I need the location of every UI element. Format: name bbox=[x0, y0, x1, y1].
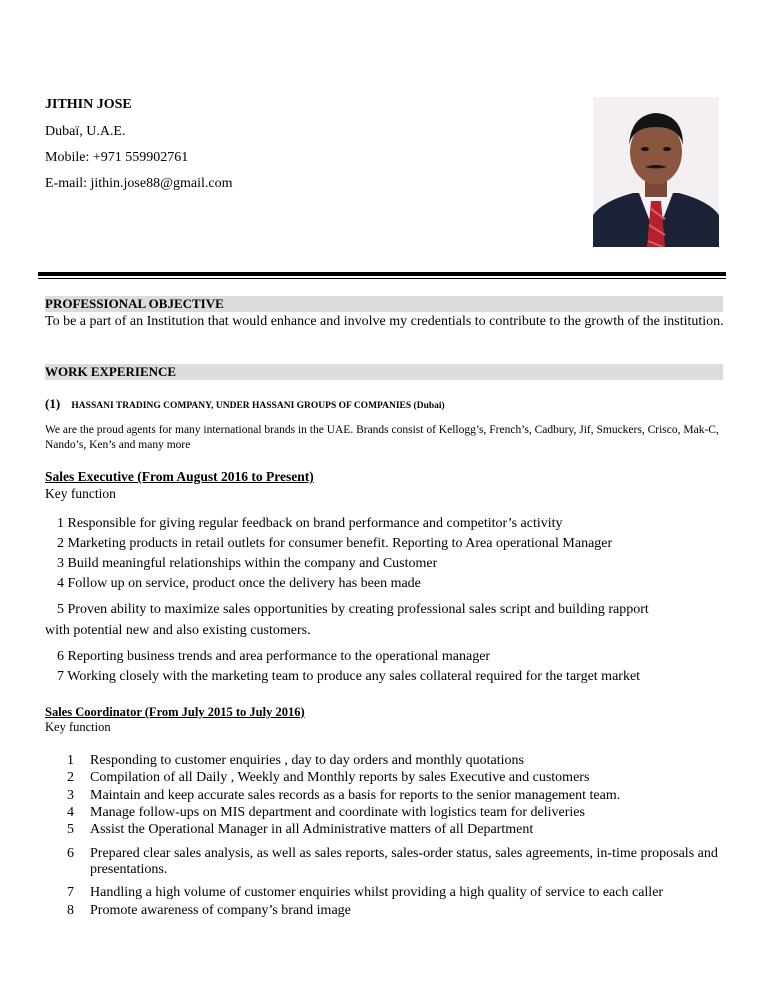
list-text: Assist the Operational Manager in all Administrative matters of all Department bbox=[90, 822, 534, 837]
objective-text: To be a part of an Institution that would enhance and involve my credentials to contribute to the growth of the institution. bbox=[45, 314, 724, 329]
role1-item: 2 Marketing products in retail outlets for consumer benefit. Reporting to Area operational Manager bbox=[57, 536, 613, 551]
company-description: We are the proud agents for many international brands in the UAE. Brands consist of Kellogg’s, French’s, Cadbury, Jif, Smuckers, Crisco, Mak-C, Nando’s, Ken’s and many more bbox=[45, 424, 719, 451]
list-number: 4 bbox=[67, 805, 74, 820]
list-text: Promote awareness of company’s brand image bbox=[90, 903, 351, 918]
role1-item: 4 Follow up on service, product once the delivery has been made bbox=[57, 576, 421, 591]
header-divider-thin bbox=[38, 278, 726, 279]
role1-item: 6 Reporting business trends and area performance to the operational manager bbox=[57, 649, 491, 664]
list-text: Maintain and keep accurate sales records as a basis for reports to the senior management team. bbox=[90, 788, 621, 803]
location: Dubaï, U.A.E. bbox=[45, 124, 126, 139]
role1-key-label: Key function bbox=[45, 486, 116, 501]
list-text: Compilation of all Daily , Weekly and Monthly reports by sales Executive and customers bbox=[90, 770, 590, 785]
list-text: Handling a high volume of customer enquiries whilst providing a high quality of service to each caller bbox=[90, 885, 664, 900]
list-number: 7 bbox=[67, 885, 74, 900]
list-number: 2 bbox=[67, 770, 74, 785]
work-experience-heading: WORK EXPERIENCE bbox=[45, 364, 723, 380]
company-number: (1) bbox=[45, 396, 61, 411]
list-text: Manage follow-ups on MIS department and coordinate with logistics team for deliveries bbox=[90, 805, 585, 820]
email: E-mail: jithin.jose88@gmail.com bbox=[45, 176, 233, 191]
company-line bbox=[45, 396, 445, 412]
role1-item: 1 Responsible for giving regular feedback on brand performance and competitor’s activity bbox=[57, 516, 563, 531]
role1-item: 3 Build meaningful relationships within the company and Customer bbox=[57, 556, 438, 571]
role1-item-continuation: with potential new and also existing customers. bbox=[45, 623, 311, 638]
header-divider bbox=[38, 272, 726, 276]
role1-title: Sales Executive (From August 2016 to Present) bbox=[45, 469, 314, 484]
role2-key-label: Key function bbox=[45, 720, 111, 734]
list-number: 3 bbox=[67, 788, 74, 803]
mobile: Mobile: +971 559902761 bbox=[45, 150, 189, 165]
company-name: HASSANI TRADING COMPANY, UNDER HASSANI GROUPS OF COMPANIES (Dubai) bbox=[71, 401, 445, 411]
profile-photo bbox=[593, 97, 719, 247]
list-number: 1 bbox=[67, 753, 74, 768]
list-number: 8 bbox=[67, 903, 74, 918]
candidate-name: JITHIN JOSE bbox=[45, 97, 132, 112]
role1-item: 5 Proven ability to maximize sales opportunities by creating professional sales script and building rapport bbox=[57, 602, 649, 617]
list-text: Responding to customer enquiries , day to day orders and monthly quotations bbox=[90, 753, 524, 768]
role1-item: 7 Working closely with the marketing team to produce any sales collateral required for the target market bbox=[57, 669, 641, 684]
list-number: 6 bbox=[67, 846, 74, 861]
objective-heading: PROFESSIONAL OBJECTIVE bbox=[45, 296, 723, 312]
role2-title: Sales Coordinator (From July 2015 to July 2016) bbox=[45, 705, 305, 719]
list-text: Prepared clear sales analysis, as well as sales reports, sales-order status, sales agreements, in-time proposals and presentations. bbox=[90, 846, 718, 877]
list-number: 5 bbox=[67, 822, 74, 837]
